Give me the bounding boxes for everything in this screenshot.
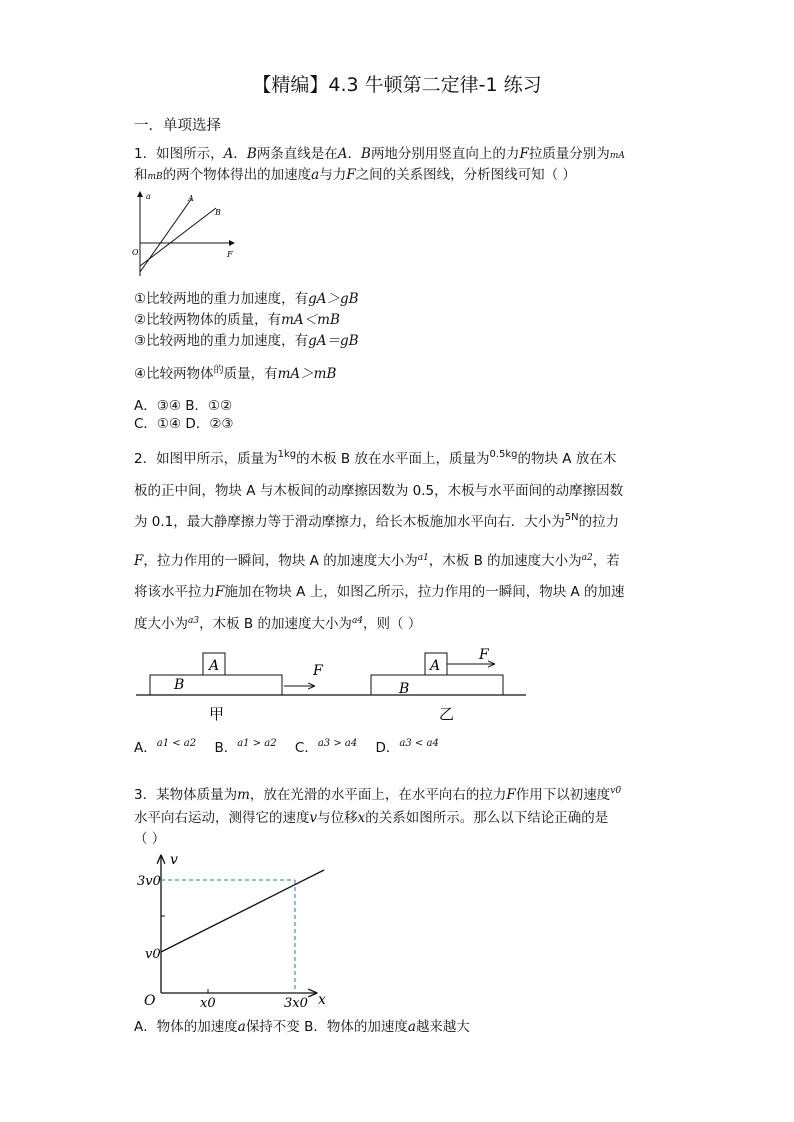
q3-stem-line1: 3．某物体质量为m，放在光滑的水平面上，在水平向右的拉力F作用下以初速度$^{v0}$ [134,786,622,803]
q2-label-b-jia: B [174,677,185,693]
q1-statement-2: ②比较两物体的质量，有mA＜mB [134,312,340,328]
q3-options-ab: A．物体的加速度a保持不变 B．物体的加速度a越来越大 [134,1019,470,1035]
q1-x-label: F [227,250,233,259]
q3-y-label: v [170,852,178,868]
q1-statement-4: ④比较两物体$^的$质量，有mA＞mB [134,365,337,382]
q1-answer-row-2: C．①④ D．②③ [134,416,234,432]
q1-line-b-label: B [215,208,221,217]
q3-data-line [161,870,324,952]
q1-origin-label: O [132,248,139,257]
q3-x-label: x [318,992,326,1008]
q2-board-yi [371,675,503,695]
q1-line-a [140,198,192,272]
q2-option-d: a3 < a4 [399,738,439,749]
q2-stem-line4: F，拉力作用的一瞬间，物块 A 的加速度大小为$^{a1}$，木板 B 的加速度大小为$^{a2}$，若 [134,553,620,569]
q2-figure [134,642,534,727]
section-heading: 一．单项选择 [134,118,221,134]
q1-graph [130,188,240,280]
q1-stem-line2: 和mB的两个物体得出的加速度a与力F之间的关系图线，分析图线可知（ ） [134,167,576,183]
q2-label-f-yi: F [479,647,489,663]
q3-y-high-label: 3v0 [137,874,161,889]
q2-stem-line6: 度大小为$^{a3}$，木板 B 的加速度大小为$^{a4}$，则（ ） [134,616,422,632]
q1-stem-line1: 1．如图所示，A．B两条直线是在A．B两地分别用竖直向上的力F拉质量分别为mA [134,146,625,162]
q1-statement-1: ①比较两地的重力加速度，有gA＞gB [134,291,359,307]
q2-stem-line2: 板的正中间，物块 A 与木板间的动摩擦因数为 0.5，木板与水平面间的动摩擦因数 [134,483,624,499]
q2-option-a: a1 < a2 [156,738,197,749]
q2-caption-yi: 乙 [439,705,455,723]
q1-y-label: a [146,192,151,201]
q2-option-c: a3 > a4 [317,738,358,749]
q2-stem-line3: 为 0.1，最大静摩擦力等于滑动摩擦力，给长木板施加水平向右．大小为$^{5N}$的拉力 [134,512,620,530]
q3-x-high-label: 3x0 [284,996,308,1011]
q2-options: A．$^{a1 < a2}$ B．$^{a1 > a2}$ C．$^{a3 > a4}$ D．$^{a3 < a4}$ [134,738,439,756]
q2-stem-line1: 2．如图甲所示，质量为$^{1kg}$的木板 B 放在水平面上，质量为$^{0.5kg}$的物块 A 放在木 [134,449,617,467]
q2-board-jia [150,675,282,695]
q3-graph [134,852,344,1012]
q3-x-low-label: x0 [200,996,216,1011]
q3-y-low-label: v0 [145,947,161,962]
q2-label-b-yi: B [399,681,410,697]
q1-answer-row-1: A．③④ B．①② [134,398,233,414]
q2-label-f-jia: F [313,663,323,679]
q2-stem-line5: 将该水平拉力F施加在物块 A 上，如图乙所示，拉力作用的一瞬间，物块 A 的加速 [134,584,625,600]
q2-label-a-jia: A [209,658,220,674]
q2-label-a-yi: A [430,658,441,674]
q3-stem-line2: 水平向右运动，测得它的速度v与位移x的关系如图所示。那么以下结论正确的是 [134,810,609,826]
q1-line-a-label: A [188,194,194,203]
q3-stem-line3: （ ） [134,831,166,847]
page-title: 【精编】4.3 牛顿第二定律-1 练习 [252,74,542,96]
q3-origin-label: O [144,993,156,1009]
q1-line-b [140,208,216,266]
q1-statement-3: ③比较两地的重力加速度，有gA＝gB [134,333,359,349]
q2-option-b: a1 > a2 [237,738,277,749]
q2-caption-jia: 甲 [209,705,225,723]
